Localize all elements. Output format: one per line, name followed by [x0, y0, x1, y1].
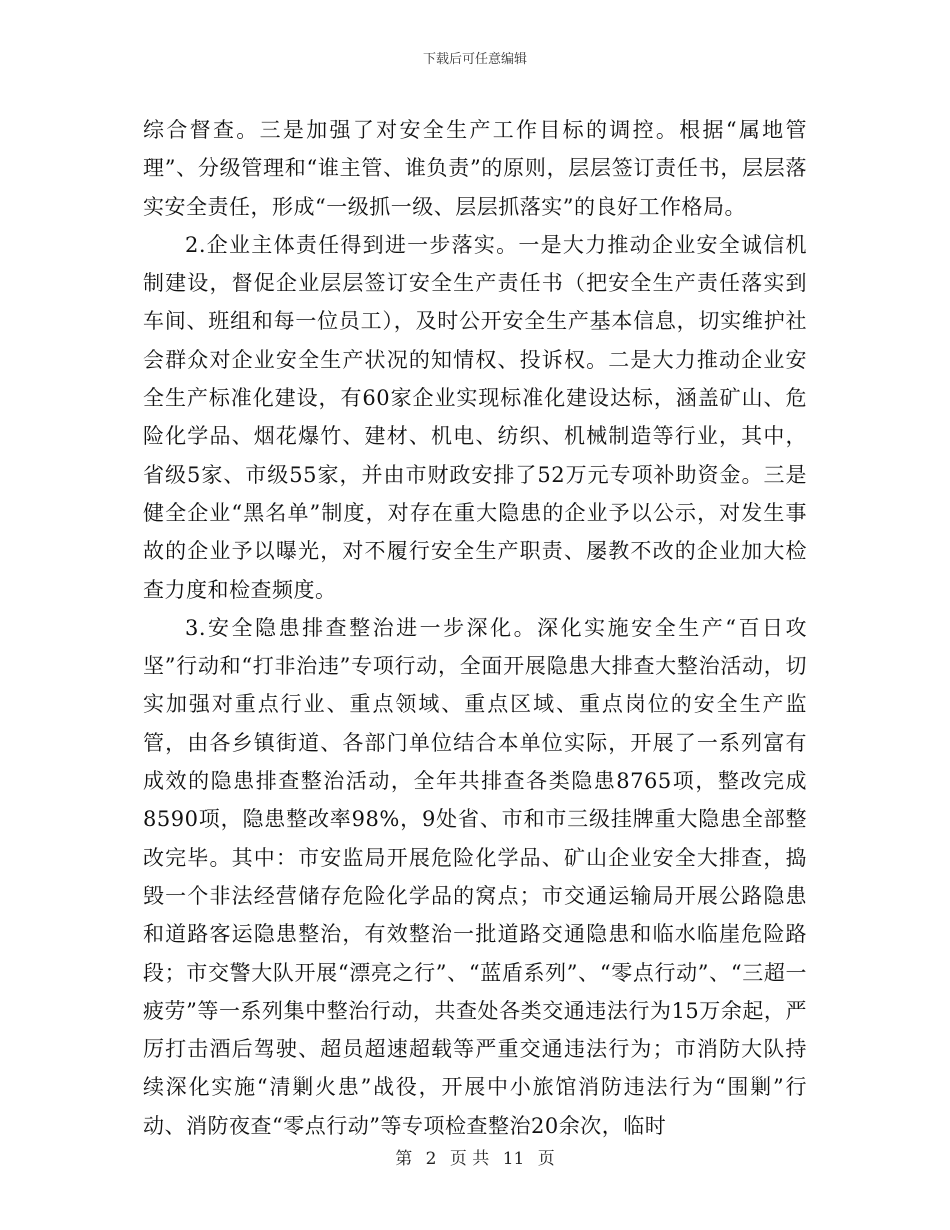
paragraph-enterprise-responsibility: 2.企业主体责任得到进一步落实。一是大力推动企业安全诚信机制建设，督促企业层层签订安全生产责任书（把安全生产责任落实到车间、班组和每一位员工），及时公开安全生产基本信息，切实维护社会群众对企业安全生产状况的知情权、投诉权。二是大力推动企业安全生产标准化建设，有60家企业实现标准化建设达标，涵盖矿山、危险化学品、烟花爆竹、建材、机电、纺织、机械制造等行业，其中，省级5家、市级55家，并由市财政安排了52万元专项补助资金。三是健全企业“黑名单”制度，对存在重大隐患的企业予以公示，对发生事故的企业予以曝光，对不履行安全生产职责、屡教不改的企业加大检查力度和检查频度。	[143, 232, 807, 602]
page-current: 2	[425, 1149, 437, 1169]
paragraph-hazard-inspection: 3.安全隐患排查整治进一步深化。深化实施安全生产“百日攻坚”行动和“打非治违”专项行动，全面开展隐患大排查大整治活动，切实加强对重点行业、重点领域、重点区域、重点岗位的安全生产监管，由各乡镇街道、各部门单位结合本单位实际，开展了一系列富有成效的隐患排查整治活动，全年共排查各类隐患8765项，整改完成8590项，隐患整改率98%，9处省、市和市三级挂牌重大隐患全部整改完毕。其中：市安监局开展危险化学品、矿山企业安全大排查，捣毁一个非法经营储存危险化学品的窝点；市交通运输局开展公路隐患和道路客运隐患整治，有效整治一批道路交通隐患和临水临崖危险路段；市交警大队开展“漂亮之行”、“蓝盾系列”、“零点行动”、“三超一疲劳”等一系列集中整治行动，共查处各类交通违法行为15万余起，严厉打击酒后驾驶、超员超速超载等严重交通违法行为；市消防大队持续深化实施“清剿火患”战役，开展中小旅馆消防违法行为“围剿”行动、消防夜查“零点行动”等专项检查整治20余次，临时	[143, 615, 807, 1138]
page-header-note: 下载后可任意编辑	[422, 52, 527, 67]
paragraph-continuation: 综合督查。三是加强了对安全生产工作目标的调控。根据“属地管理”、分级管理和“谁主管、谁负责”的原则，层层签订责任书，层层落实安全责任，形成“一级抓一级、层层抓落实”的良好工作格局。	[143, 118, 807, 219]
page-middle: 页 共	[449, 1149, 490, 1169]
page-suffix: 页	[537, 1149, 555, 1169]
document-body	[143, 111, 807, 1145]
page-prefix: 第	[395, 1149, 413, 1169]
page-number-footer	[0, 1148, 950, 1170]
page-total: 11	[502, 1149, 525, 1169]
